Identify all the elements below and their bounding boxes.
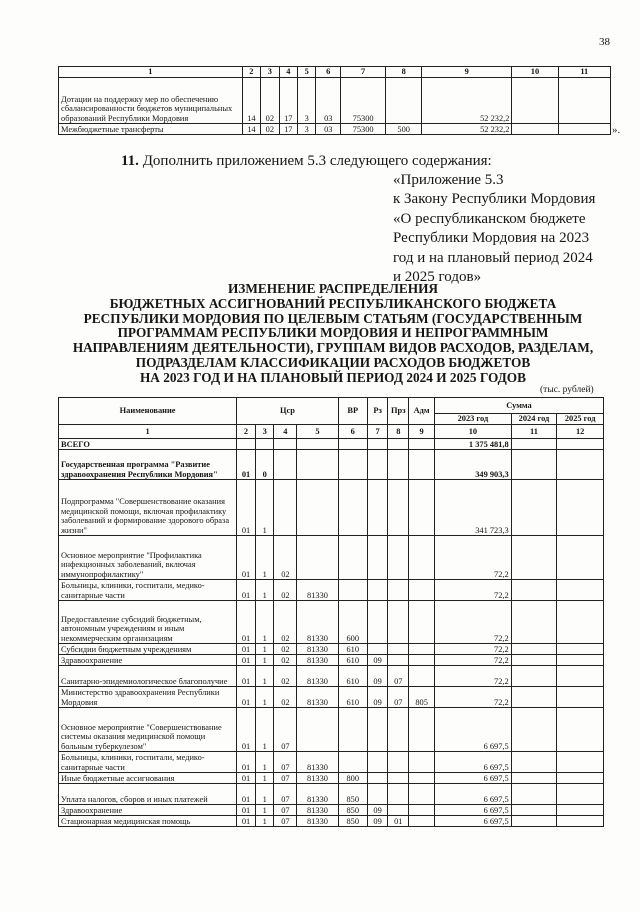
row-cell: 850 bbox=[338, 816, 367, 827]
paragraph-number: 11. bbox=[121, 153, 139, 169]
header-rz: Рз bbox=[367, 398, 388, 425]
row-cell: 01 bbox=[237, 480, 256, 536]
column-number: 7 bbox=[367, 425, 388, 439]
row-cell: 01 bbox=[237, 708, 256, 752]
header-sum: Сумма bbox=[435, 398, 604, 414]
appendix-line: «О республиканском бюджете bbox=[393, 210, 586, 227]
row-name: Больницы, клиники, госпитали, медико-санитарные части bbox=[59, 580, 237, 601]
row-cell: 14 bbox=[242, 78, 260, 124]
row-cell: 07 bbox=[274, 773, 297, 784]
row-cell bbox=[237, 439, 256, 450]
row-cell bbox=[409, 784, 435, 805]
row-cell bbox=[388, 773, 409, 784]
row-cell: 610 bbox=[338, 655, 367, 666]
paragraph-text: Дополнить приложением 5.3 следующего содержания: bbox=[142, 153, 492, 169]
row-cell bbox=[511, 784, 557, 805]
row-name: Государственная программа "Развитие здравоохранения Республики Мордовия" bbox=[59, 450, 237, 480]
table-row bbox=[59, 773, 604, 784]
header-vr: ВР bbox=[338, 398, 367, 425]
row-cell: 610 bbox=[338, 644, 367, 655]
row-cell bbox=[367, 784, 388, 805]
row-cell: 81330 bbox=[297, 752, 338, 773]
row-cell bbox=[557, 450, 604, 480]
row-cell: 09 bbox=[367, 816, 388, 827]
row-cell bbox=[511, 687, 557, 708]
row-cell bbox=[388, 601, 409, 644]
row-cell bbox=[338, 708, 367, 752]
row-cell: 02 bbox=[274, 601, 297, 644]
row-cell bbox=[557, 644, 604, 655]
appendix-line: Республики Мордовия на 2023 bbox=[393, 230, 590, 247]
row-cell bbox=[557, 439, 604, 450]
column-number: 10 bbox=[435, 425, 512, 439]
row-cell: 349 903,3 bbox=[435, 450, 512, 480]
heading-line: ПРОГРАММАМ РЕСПУБЛИКИ МОРДОВИЯ И НЕПРОГРАММНЫМ bbox=[117, 325, 549, 341]
table-row bbox=[59, 78, 611, 124]
row-cell: 1 bbox=[255, 752, 274, 773]
table-row bbox=[59, 784, 604, 805]
row-cell bbox=[367, 536, 388, 580]
row-cell: 1 bbox=[255, 666, 274, 687]
row-cell: 01 bbox=[388, 816, 409, 827]
row-cell: 02 bbox=[274, 580, 297, 601]
column-number: 5 bbox=[297, 425, 338, 439]
row-cell bbox=[388, 644, 409, 655]
row-cell bbox=[388, 450, 409, 480]
row-cell bbox=[388, 536, 409, 580]
row-cell bbox=[511, 752, 557, 773]
row-cell bbox=[557, 536, 604, 580]
row-cell: 01 bbox=[237, 773, 256, 784]
row-cell: 02 bbox=[274, 536, 297, 580]
row-cell: 01 bbox=[237, 450, 256, 480]
row-cell: 1 bbox=[255, 816, 274, 827]
row-cell: 09 bbox=[367, 655, 388, 666]
row-cell bbox=[388, 805, 409, 816]
row-cell: 0 bbox=[255, 450, 274, 480]
row-name: Дотации на поддержку мер по обеспечению сбалансированности бюджетов муниципальных образований Республики Мордовия bbox=[59, 78, 243, 124]
column-number: 7 bbox=[341, 67, 386, 78]
row-name: Подпрограмма "Совершенствование оказания медицинской помощи, включая профилактику заболеваний и формирование здорового образа жизни" bbox=[59, 480, 237, 536]
row-cell bbox=[338, 450, 367, 480]
row-cell: 07 bbox=[388, 687, 409, 708]
row-cell bbox=[557, 805, 604, 816]
row-cell: 81330 bbox=[297, 687, 338, 708]
row-cell: 850 bbox=[338, 784, 367, 805]
header-year-2025: 2025 год bbox=[557, 414, 604, 425]
row-cell: 75300 bbox=[341, 124, 386, 135]
row-cell: 500 bbox=[386, 124, 422, 135]
row-cell bbox=[557, 480, 604, 536]
row-cell: 1 bbox=[255, 655, 274, 666]
row-cell bbox=[367, 450, 388, 480]
table-row bbox=[59, 666, 604, 687]
row-cell bbox=[409, 708, 435, 752]
row-cell: 01 bbox=[237, 816, 256, 827]
heading-line: ИЗМЕНЕНИЕ РАСПРЕДЕЛЕНИЯ bbox=[227, 281, 439, 296]
row-cell bbox=[297, 450, 338, 480]
row-cell bbox=[511, 773, 557, 784]
row-cell bbox=[409, 655, 435, 666]
row-cell bbox=[409, 480, 435, 536]
row-cell: 72,2 bbox=[435, 580, 512, 601]
row-cell: 01 bbox=[237, 536, 256, 580]
table-row bbox=[59, 439, 604, 450]
row-cell: 1 bbox=[255, 536, 274, 580]
row-cell: 02 bbox=[274, 644, 297, 655]
row-cell bbox=[558, 124, 610, 135]
document-heading bbox=[58, 282, 608, 386]
row-cell: 81330 bbox=[297, 655, 338, 666]
row-cell bbox=[255, 439, 274, 450]
row-cell: 6 697,5 bbox=[435, 752, 512, 773]
row-cell bbox=[409, 816, 435, 827]
units-label: (тыс. рублей) bbox=[540, 385, 594, 395]
row-cell bbox=[409, 439, 435, 450]
row-cell bbox=[511, 536, 557, 580]
row-cell: 03 bbox=[316, 78, 341, 124]
row-cell bbox=[338, 580, 367, 601]
table-row bbox=[59, 480, 604, 536]
row-cell: 52 232,2 bbox=[422, 78, 512, 124]
row-cell bbox=[557, 784, 604, 805]
row-cell: 07 bbox=[388, 666, 409, 687]
table-row bbox=[59, 124, 611, 135]
row-cell: 02 bbox=[274, 666, 297, 687]
row-cell bbox=[297, 480, 338, 536]
column-number: 1 bbox=[59, 425, 237, 439]
row-cell bbox=[409, 601, 435, 644]
row-cell: 6 697,5 bbox=[435, 773, 512, 784]
row-cell bbox=[338, 536, 367, 580]
header-prz: Прз bbox=[388, 398, 409, 425]
heading-line: ПОДРАЗДЕЛАМ КЛАССИФИКАЦИИ РАСХОДОВ БЮДЖЕТОВ bbox=[135, 354, 531, 370]
row-cell: 1 bbox=[255, 580, 274, 601]
row-cell: 01 bbox=[237, 644, 256, 655]
row-cell bbox=[511, 655, 557, 666]
row-cell: 09 bbox=[367, 687, 388, 708]
amendment-paragraph bbox=[121, 153, 492, 170]
header-year-2023: 2023 год bbox=[435, 414, 512, 425]
row-cell bbox=[388, 752, 409, 773]
row-cell bbox=[409, 536, 435, 580]
row-name: Основное мероприятие "Профилактика инфекционных заболеваний, включая иммунопрофилактику" bbox=[59, 536, 237, 580]
row-cell: 01 bbox=[237, 601, 256, 644]
budget-table bbox=[58, 397, 604, 827]
row-cell bbox=[367, 708, 388, 752]
column-number: 4 bbox=[279, 67, 297, 78]
row-cell bbox=[511, 644, 557, 655]
row-name: Субсидии бюджетным учреждениям bbox=[59, 644, 237, 655]
row-cell: 01 bbox=[237, 805, 256, 816]
row-cell: 1 bbox=[255, 480, 274, 536]
row-cell bbox=[557, 580, 604, 601]
column-number: 9 bbox=[409, 425, 435, 439]
heading-line: РЕСПУБЛИКИ МОРДОВИЯ ПО ЦЕЛЕВЫМ СТАТЬЯМ (ГОСУДАРСТВЕННЫМ bbox=[83, 310, 583, 326]
row-cell: 01 bbox=[237, 784, 256, 805]
row-cell bbox=[409, 805, 435, 816]
row-cell: 6 697,5 bbox=[435, 708, 512, 752]
page-number: 38 bbox=[599, 36, 610, 48]
row-cell bbox=[557, 601, 604, 644]
row-name: Здравоохранение bbox=[59, 805, 237, 816]
heading-line: НАПРАВЛЕНИЯМ ДЕЯТЕЛЬНОСТИ), ГРУППАМ ВИДОВ РАСХОДОВ, РАЗДЕЛАМ, bbox=[72, 340, 594, 356]
row-cell bbox=[511, 450, 557, 480]
row-cell bbox=[511, 580, 557, 601]
row-cell bbox=[388, 580, 409, 601]
row-cell: 72,2 bbox=[435, 601, 512, 644]
row-cell: 610 bbox=[338, 666, 367, 687]
row-cell bbox=[388, 439, 409, 450]
row-cell bbox=[409, 450, 435, 480]
row-cell: 600 bbox=[338, 601, 367, 644]
row-cell: 81330 bbox=[297, 773, 338, 784]
row-cell bbox=[511, 708, 557, 752]
table-row bbox=[59, 601, 604, 644]
row-cell: 07 bbox=[274, 816, 297, 827]
column-number: 8 bbox=[388, 425, 409, 439]
row-cell bbox=[511, 816, 557, 827]
row-cell: 09 bbox=[367, 666, 388, 687]
header-year-2024: 2024 год bbox=[511, 414, 557, 425]
row-cell bbox=[409, 644, 435, 655]
row-cell: 6 697,5 bbox=[435, 816, 512, 827]
row-name: Уплата налогов, сборов и иных платежей bbox=[59, 784, 237, 805]
table-row bbox=[59, 687, 604, 708]
row-cell: 02 bbox=[274, 655, 297, 666]
row-cell bbox=[388, 784, 409, 805]
row-name: Предоставление субсидий бюджетным, автономным учреждениям и иным некоммерческим организациям bbox=[59, 601, 237, 644]
row-cell bbox=[274, 439, 297, 450]
row-cell: 81330 bbox=[297, 580, 338, 601]
table-row bbox=[59, 805, 604, 816]
column-number: 9 bbox=[422, 67, 512, 78]
row-cell bbox=[367, 773, 388, 784]
row-cell bbox=[388, 655, 409, 666]
column-number: 11 bbox=[511, 425, 557, 439]
header-name: Наименование bbox=[59, 398, 237, 425]
row-cell: 1 375 481,8 bbox=[435, 439, 512, 450]
appendix-line: и 2025 годов» bbox=[393, 269, 482, 286]
row-name: Министерство здравоохранения Республики Мордовия bbox=[59, 687, 237, 708]
row-cell bbox=[367, 601, 388, 644]
column-number: 10 bbox=[512, 67, 558, 78]
row-cell: 02 bbox=[261, 78, 279, 124]
row-cell bbox=[409, 773, 435, 784]
row-cell: 01 bbox=[237, 687, 256, 708]
row-cell bbox=[338, 439, 367, 450]
row-name: Больницы, клиники, госпитали, медико-санитарные части bbox=[59, 752, 237, 773]
column-number: 6 bbox=[338, 425, 367, 439]
table-row bbox=[59, 450, 604, 480]
heading-line: БЮДЖЕТНЫХ АССИГНОВАНИЙ РЕСПУБЛИКАНСКОГО БЮДЖЕТА bbox=[109, 295, 557, 311]
row-cell: 81330 bbox=[297, 805, 338, 816]
row-cell bbox=[274, 450, 297, 480]
row-cell bbox=[557, 816, 604, 827]
row-cell bbox=[388, 480, 409, 536]
column-number: 5 bbox=[298, 67, 316, 78]
row-cell: 3 bbox=[298, 78, 316, 124]
row-cell: 1 bbox=[255, 784, 274, 805]
row-cell: 341 723,3 bbox=[435, 480, 512, 536]
row-cell: 01 bbox=[237, 580, 256, 601]
row-cell bbox=[367, 480, 388, 536]
row-cell: 01 bbox=[237, 752, 256, 773]
row-cell: 07 bbox=[274, 708, 297, 752]
row-cell: 72,2 bbox=[435, 687, 512, 708]
table-row bbox=[59, 644, 604, 655]
header-csr: Цср bbox=[237, 398, 339, 425]
row-cell bbox=[512, 78, 558, 124]
row-cell bbox=[511, 805, 557, 816]
table-row bbox=[59, 536, 604, 580]
row-cell bbox=[338, 480, 367, 536]
row-cell: 72,2 bbox=[435, 666, 512, 687]
row-cell: 07 bbox=[274, 805, 297, 816]
row-name: Основное мероприятие "Совершенствование системы оказания медицинской помощи больным туберкулезом" bbox=[59, 708, 237, 752]
table-header-row bbox=[59, 67, 611, 78]
row-cell: 610 bbox=[338, 687, 367, 708]
column-number: 2 bbox=[242, 67, 260, 78]
row-cell bbox=[511, 439, 557, 450]
heading-line: НА 2023 ГОД И НА ПЛАНОВЫЙ ПЕРИОД 2024 И 2025 ГОДОВ bbox=[139, 369, 527, 385]
row-name: ВСЕГО bbox=[59, 439, 237, 450]
column-number: 3 bbox=[261, 67, 279, 78]
row-cell: 75300 bbox=[341, 78, 386, 124]
row-cell bbox=[367, 439, 388, 450]
row-cell bbox=[409, 666, 435, 687]
row-cell bbox=[558, 78, 610, 124]
row-cell bbox=[388, 708, 409, 752]
row-cell bbox=[557, 655, 604, 666]
column-number: 4 bbox=[274, 425, 297, 439]
column-number: 6 bbox=[316, 67, 341, 78]
appendix-reference bbox=[393, 171, 623, 287]
row-cell: 1 bbox=[255, 644, 274, 655]
row-cell: 02 bbox=[261, 124, 279, 135]
column-number: 1 bbox=[59, 67, 243, 78]
row-name: Иные бюджетные ассигнования bbox=[59, 773, 237, 784]
row-cell: 1 bbox=[255, 601, 274, 644]
row-cell bbox=[557, 666, 604, 687]
row-cell: 07 bbox=[274, 752, 297, 773]
row-cell: 1 bbox=[255, 708, 274, 752]
column-number: 12 bbox=[557, 425, 604, 439]
table-row bbox=[59, 655, 604, 666]
row-cell: 81330 bbox=[297, 644, 338, 655]
row-cell: 17 bbox=[279, 78, 297, 124]
header-adm: Адм bbox=[409, 398, 435, 425]
row-cell bbox=[557, 752, 604, 773]
row-cell: 03 bbox=[316, 124, 341, 135]
row-cell: 1 bbox=[255, 805, 274, 816]
table-row bbox=[59, 708, 604, 752]
closing-quote-mark: ». bbox=[612, 124, 621, 136]
row-cell bbox=[409, 580, 435, 601]
row-name: Стационарная медицинская помощь bbox=[59, 816, 237, 827]
row-cell: 6 697,5 bbox=[435, 805, 512, 816]
table-row bbox=[59, 580, 604, 601]
appendix-line: к Закону Республики Мордовия bbox=[393, 191, 596, 208]
row-cell bbox=[511, 601, 557, 644]
row-cell bbox=[297, 708, 338, 752]
appendix-line: «Приложение 5.3 bbox=[393, 172, 504, 188]
row-cell bbox=[367, 752, 388, 773]
row-cell: 1 bbox=[255, 687, 274, 708]
row-cell: 850 bbox=[338, 805, 367, 816]
table-row bbox=[59, 752, 604, 773]
row-cell bbox=[274, 480, 297, 536]
row-cell: 09 bbox=[367, 805, 388, 816]
table-row bbox=[59, 816, 604, 827]
row-cell: 72,2 bbox=[435, 644, 512, 655]
row-cell: 3 bbox=[298, 124, 316, 135]
row-cell bbox=[338, 752, 367, 773]
row-cell: 14 bbox=[242, 124, 260, 135]
row-cell: 07 bbox=[274, 784, 297, 805]
row-cell bbox=[297, 439, 338, 450]
row-cell: 81330 bbox=[297, 666, 338, 687]
column-number: 11 bbox=[558, 67, 610, 78]
row-cell bbox=[512, 124, 558, 135]
row-cell: 805 bbox=[409, 687, 435, 708]
row-name: Санитарно-эпидемиологическое благополучие bbox=[59, 666, 237, 687]
row-cell: 800 bbox=[338, 773, 367, 784]
row-cell bbox=[367, 580, 388, 601]
row-cell bbox=[511, 480, 557, 536]
column-number: 8 bbox=[386, 67, 422, 78]
row-cell bbox=[297, 536, 338, 580]
row-cell bbox=[367, 644, 388, 655]
row-cell: 72,2 bbox=[435, 536, 512, 580]
row-cell bbox=[511, 666, 557, 687]
row-cell: 17 bbox=[279, 124, 297, 135]
row-cell bbox=[557, 773, 604, 784]
column-number: 2 bbox=[237, 425, 256, 439]
appendix-line: год и на плановый период 2024 bbox=[393, 249, 593, 266]
row-cell: 01 bbox=[237, 666, 256, 687]
row-cell: 72,2 bbox=[435, 655, 512, 666]
row-cell: 02 bbox=[274, 687, 297, 708]
row-cell: 6 697,5 bbox=[435, 784, 512, 805]
row-cell: 81330 bbox=[297, 601, 338, 644]
row-cell: 81330 bbox=[297, 784, 338, 805]
row-cell: 81330 bbox=[297, 816, 338, 827]
row-cell: 52 232,2 bbox=[422, 124, 512, 135]
column-number: 3 bbox=[255, 425, 274, 439]
row-cell bbox=[557, 708, 604, 752]
row-cell: 1 bbox=[255, 773, 274, 784]
row-cell bbox=[409, 752, 435, 773]
row-cell: 01 bbox=[237, 655, 256, 666]
row-name: Межбюджетные трансферты bbox=[59, 124, 243, 135]
row-name: Здравоохранение bbox=[59, 655, 237, 666]
row-cell bbox=[557, 687, 604, 708]
continued-table bbox=[58, 66, 611, 135]
row-cell bbox=[386, 78, 422, 124]
